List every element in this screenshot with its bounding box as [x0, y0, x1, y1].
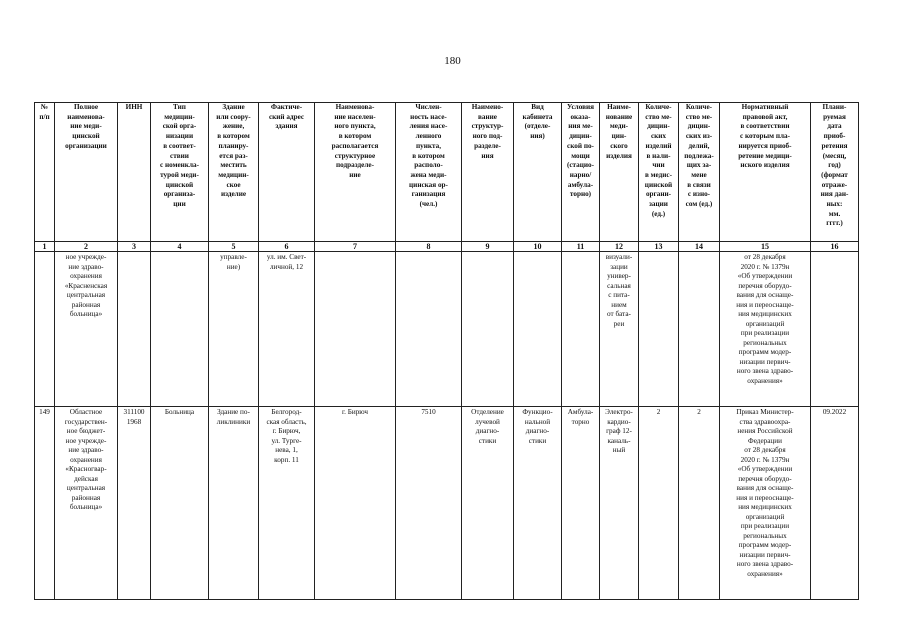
column-number: 6: [259, 242, 315, 252]
column-number: 8: [396, 242, 462, 252]
table-cell: 311100 1968: [118, 407, 151, 600]
table-cell: [118, 252, 151, 407]
table-cell: [679, 252, 720, 407]
column-number-row: [35, 242, 859, 252]
column-header: Наименова- ние населен- ного пункта, в котором располагается структурное подразделе- ние: [315, 103, 396, 242]
table-cell: [151, 252, 209, 407]
column-number: 10: [514, 242, 562, 252]
column-number: 1: [35, 242, 55, 252]
table-cell: г. Бирюч: [315, 407, 396, 600]
column-number: 11: [562, 242, 600, 252]
page-number: 180: [444, 55, 461, 67]
table-cell: 149: [35, 407, 55, 600]
column-number: 7: [315, 242, 396, 252]
table-cell: [562, 252, 600, 407]
table-cell: ное учрежде- ние здраво- охранения «Красненская центральная районная больница»: [55, 252, 118, 407]
table-cell: от 28 декабря 2020 г. № 1379н «Об утверждении перечня оборудо- вания для оснаще- ния и переоснаще- ния медицинских организаций при реализации региональных программ модер- низации первич- ного звена здраво- охранения»: [720, 252, 811, 407]
column-number: 4: [151, 242, 209, 252]
table-cell: 7510: [396, 407, 462, 600]
column-header: Вид кабинета (отделе- ния): [514, 103, 562, 242]
column-number: 12: [600, 242, 639, 252]
table-cell: Больница: [151, 407, 209, 600]
table-cell: [396, 252, 462, 407]
table-cell: визуали- зации универ- сальная с пита- нием от бата- реи: [600, 252, 639, 407]
table-cell: Функцио- нальной диагно- стики: [514, 407, 562, 600]
column-header: Тип медицин- ской орга- низации в соответ- ствии с номенкла- турой меди- цинской организа- ции: [151, 103, 209, 242]
table-cell: [639, 252, 679, 407]
table-cell: ул. им. Свет- личной, 12: [259, 252, 315, 407]
table-cell: Здание по- ликлиники: [209, 407, 259, 600]
column-header: Количе- ство ме- дицин- ских из- делий, подлежа- щих за- мене в связи с изно- сом (ед.): [679, 103, 720, 242]
table-cell: 2: [639, 407, 679, 600]
table-row: [35, 407, 859, 600]
table-cell: Белгород- ская область, г. Бирюч, ул. Турге- нева, 1, корп. 11: [259, 407, 315, 600]
table-cell: Электро- кардио- граф 12- каналь- ный: [600, 407, 639, 600]
table-cell: Областное государствен- ное бюджет- ное учрежде- ние здраво- охранения «Красногвар- дейская центральная районная больница»: [55, 407, 118, 600]
column-header: Наиме- нование меди- цин- ского изделия: [600, 103, 639, 242]
table-cell: Приказ Министер- ства здравоохра- нения Российской Федерации от 28 декабря 2020 г. № 1379н «Об утверждении перечня оборудо- вания для оснаще- ния и переоснаще- ния медицинских организаций при реализации региональных программ модер- низации первич- ного звена здраво- охранения»: [720, 407, 811, 600]
column-header: ИНН: [118, 103, 151, 242]
table-cell: Амбула- торно: [562, 407, 600, 600]
column-number: 2: [55, 242, 118, 252]
column-number: 16: [811, 242, 859, 252]
column-header: Наимено- вание структур- ного под- разделе- ния: [462, 103, 514, 242]
column-header: Полное наименова- ние меди- цинской организации: [55, 103, 118, 242]
header-row: [35, 103, 859, 242]
column-header: № п/п: [35, 103, 55, 242]
column-number: 3: [118, 242, 151, 252]
equipment-table: [34, 102, 859, 600]
column-header: Количе- ство ме- дицин- ских изделий в нали- чии в медис- цинской органи- зации (ед.): [639, 103, 679, 242]
column-header: Плани- руемая дата приоб- ретения (месяц, год) (формат отраже- ния дан- ных: мм. гггг.): [811, 103, 859, 242]
table-cell: [315, 252, 396, 407]
column-number: 9: [462, 242, 514, 252]
table-cell: [35, 252, 55, 407]
table-cell: управле- ние): [209, 252, 259, 407]
table-cell: 09.2022: [811, 407, 859, 600]
table-cell: [514, 252, 562, 407]
column-number: 13: [639, 242, 679, 252]
table-cell: [462, 252, 514, 407]
column-header: Здание или соору- жение, в котором планиру- ется раз- местить медицин- ское изделие: [209, 103, 259, 242]
column-number: 5: [209, 242, 259, 252]
column-header: Фактиче- ский адрес здания: [259, 103, 315, 242]
table-cell: [811, 252, 859, 407]
column-number: 15: [720, 242, 811, 252]
column-header: Условия оказа- ния ме- дицин- ской по- мощи (стацио- нарно/ амбула- торно): [562, 103, 600, 242]
column-number: 14: [679, 242, 720, 252]
column-header: Нормативный правовой акт, в соответствии с которым пла- нируется приоб- ретение медици- нского изделия: [720, 103, 811, 242]
table-cell: 2: [679, 407, 720, 600]
table-row: [35, 252, 859, 407]
column-header: Числен- ность насе- ления насе- ленного пункта, в котором располо- жена меди- цинская ор- ганизация (чел.): [396, 103, 462, 242]
table-cell: Отделение лучевой диагно- стики: [462, 407, 514, 600]
